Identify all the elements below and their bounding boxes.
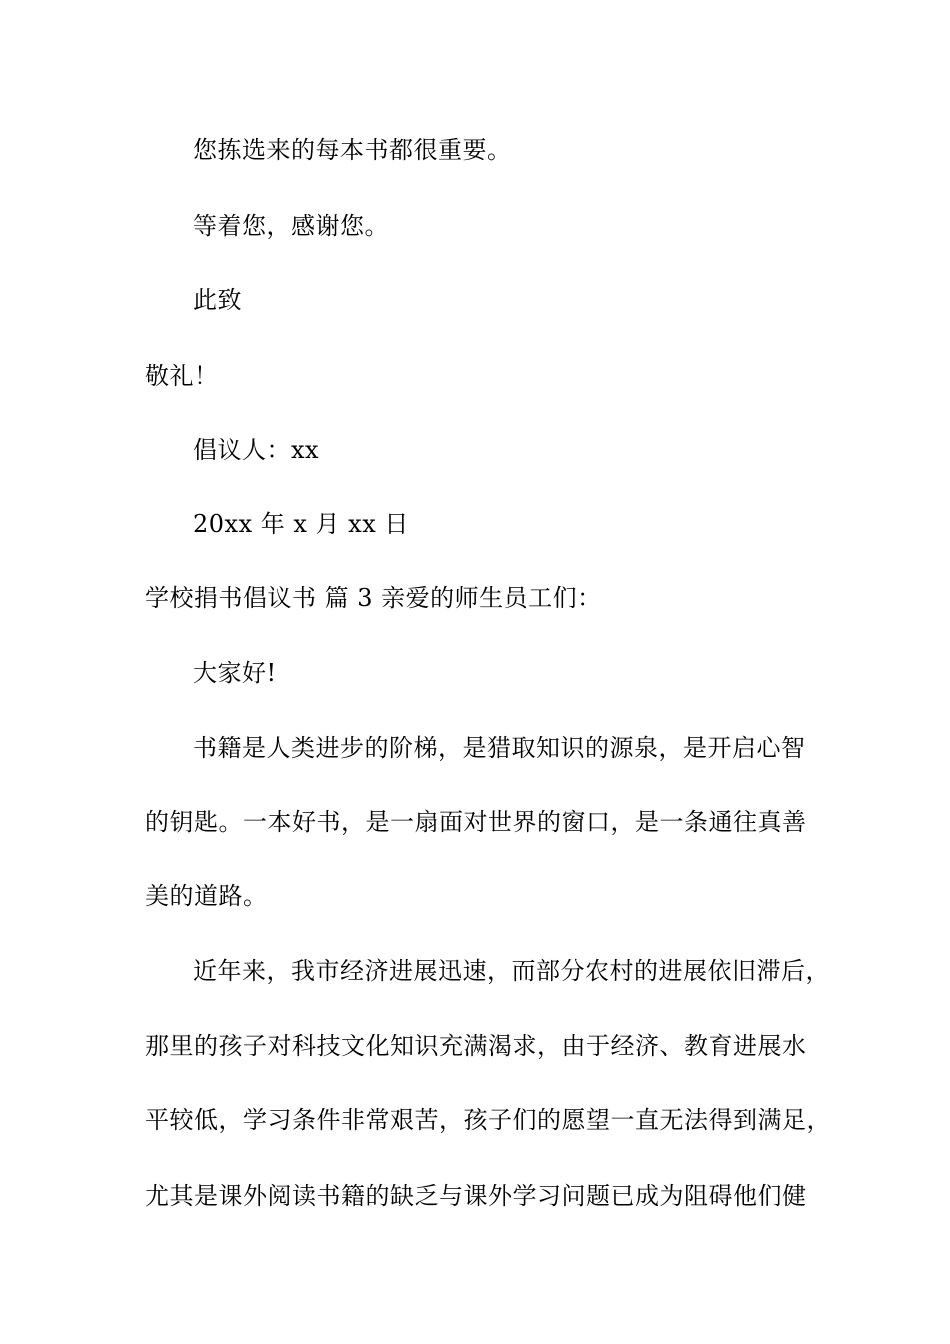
signature-line: 倡议人：xx	[193, 436, 320, 464]
salutation-line: 此致	[193, 286, 242, 314]
greeting-line: 大家好!	[193, 659, 277, 687]
paragraph-line: 尤其是课外阅读书籍的缺乏与课外学习问题已成为阻碍他们健	[145, 1182, 807, 1210]
paragraph-line: 书籍是人类进步的阶梯，是猎取知识的源泉，是开启心智	[193, 734, 806, 762]
paragraph-line: 的钥匙。一本好书，是一扇面对世界的窗口，是一条通往真善	[145, 808, 807, 836]
section-heading: 学校捐书倡议书 篇 3 亲爱的师生员工们：	[145, 584, 602, 612]
date-line: 20xx 年 x 月 xx 日	[193, 510, 409, 538]
paragraph-line: 您拣选来的每本书都很重要。	[193, 136, 512, 164]
paragraph-line: 等着您，感谢您。	[193, 212, 389, 240]
paragraph-line: 美的道路。	[145, 882, 268, 910]
paragraph-line: 那里的孩子对科技文化知识充满渴求，由于经济、教育进展水	[145, 1032, 807, 1060]
closing-line: 敬礼！	[145, 362, 219, 390]
paragraph-line: 近年来，我市经济进展迅速，而部分农村的进展依旧滞后，	[193, 957, 830, 985]
paragraph-line: 平较低，学习条件非常艰苦，孩子们的愿望一直无法得到满足，	[145, 1106, 831, 1134]
